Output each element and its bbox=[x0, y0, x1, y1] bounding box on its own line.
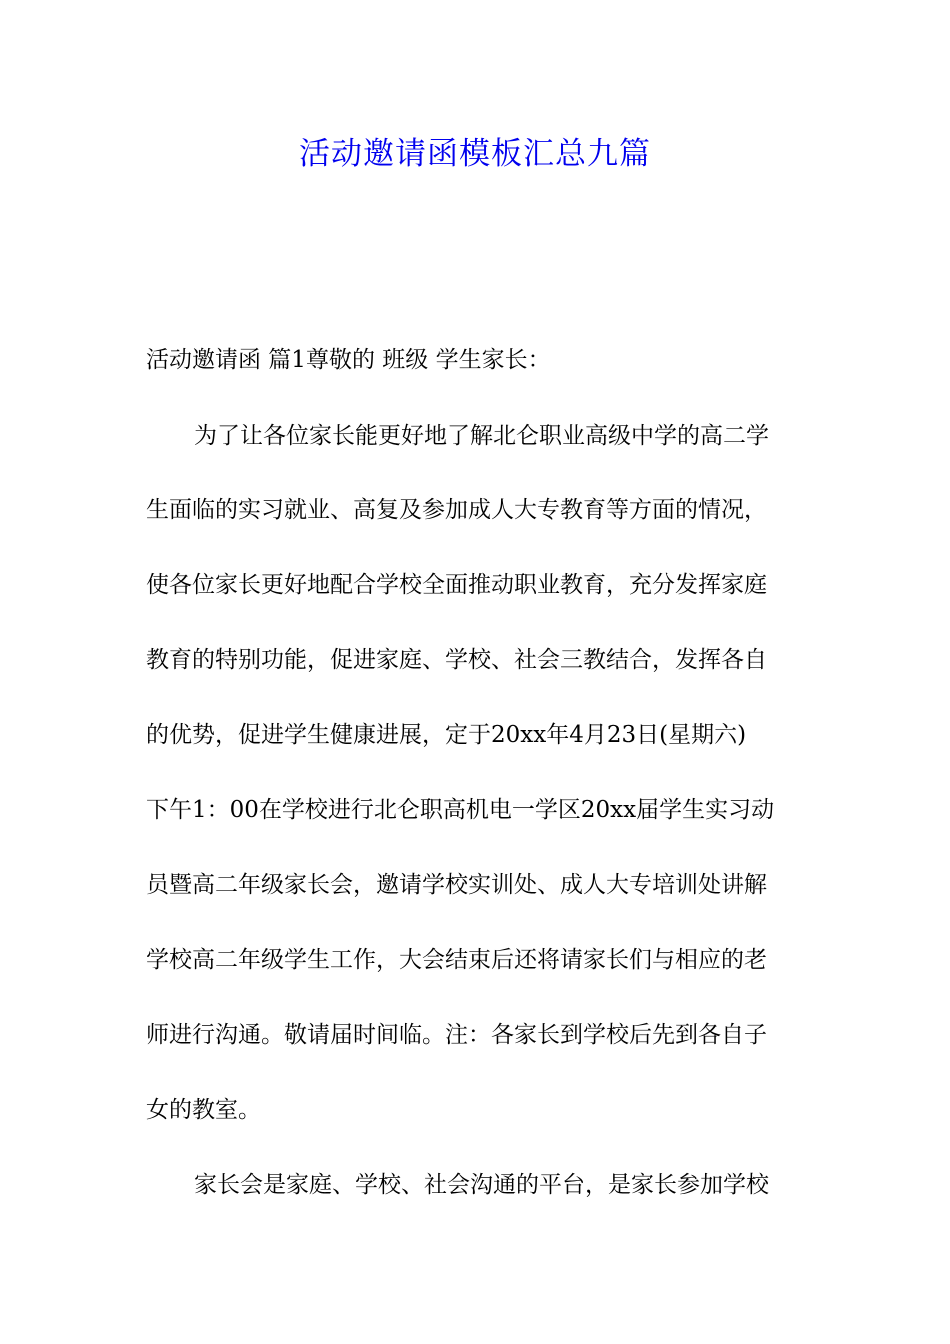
paragraph-line: 员暨高二年级家长会，邀请学校实训处、成人大专培训处讲解 bbox=[146, 872, 767, 898]
paragraph-line: 下午1：00在学校进行北仑职高机电一学区20xx届学生实习动 bbox=[146, 797, 775, 823]
document-title: 活动邀请函模板汇总九篇 bbox=[299, 136, 651, 172]
paragraph-line: 学校高二年级学生工作，大会结束后还将请家长们与相应的老 bbox=[146, 947, 767, 973]
paragraph-line: 家长会是家庭、学校、社会沟通的平台，是家长参加学校 bbox=[194, 1172, 769, 1198]
paragraph-line: 使各位家长更好地配合学校全面推动职业教育，充分发挥家庭 bbox=[146, 572, 767, 598]
paragraph-line: 师进行沟通。敬请届时间临。注：各家长到学校后先到各自子 bbox=[146, 1022, 767, 1048]
paragraph-line: 的优势，促进学生健康进展，定于20xx年4月23日(星期六) bbox=[146, 722, 747, 748]
salutation-line: 活动邀请函 篇1尊敬的 班级 学生家长： bbox=[146, 347, 551, 373]
paragraph-line: 为了让各位家长能更好地了解北仑职业高级中学的高二学 bbox=[194, 423, 769, 449]
paragraph-line: 教育的特别功能，促进家庭、学校、社会三教结合，发挥各自 bbox=[146, 647, 767, 673]
paragraph-line: 生面临的实习就业、高复及参加成人大专教育等方面的情况， bbox=[146, 497, 767, 523]
paragraph-line: 女的教室。 bbox=[146, 1097, 261, 1123]
